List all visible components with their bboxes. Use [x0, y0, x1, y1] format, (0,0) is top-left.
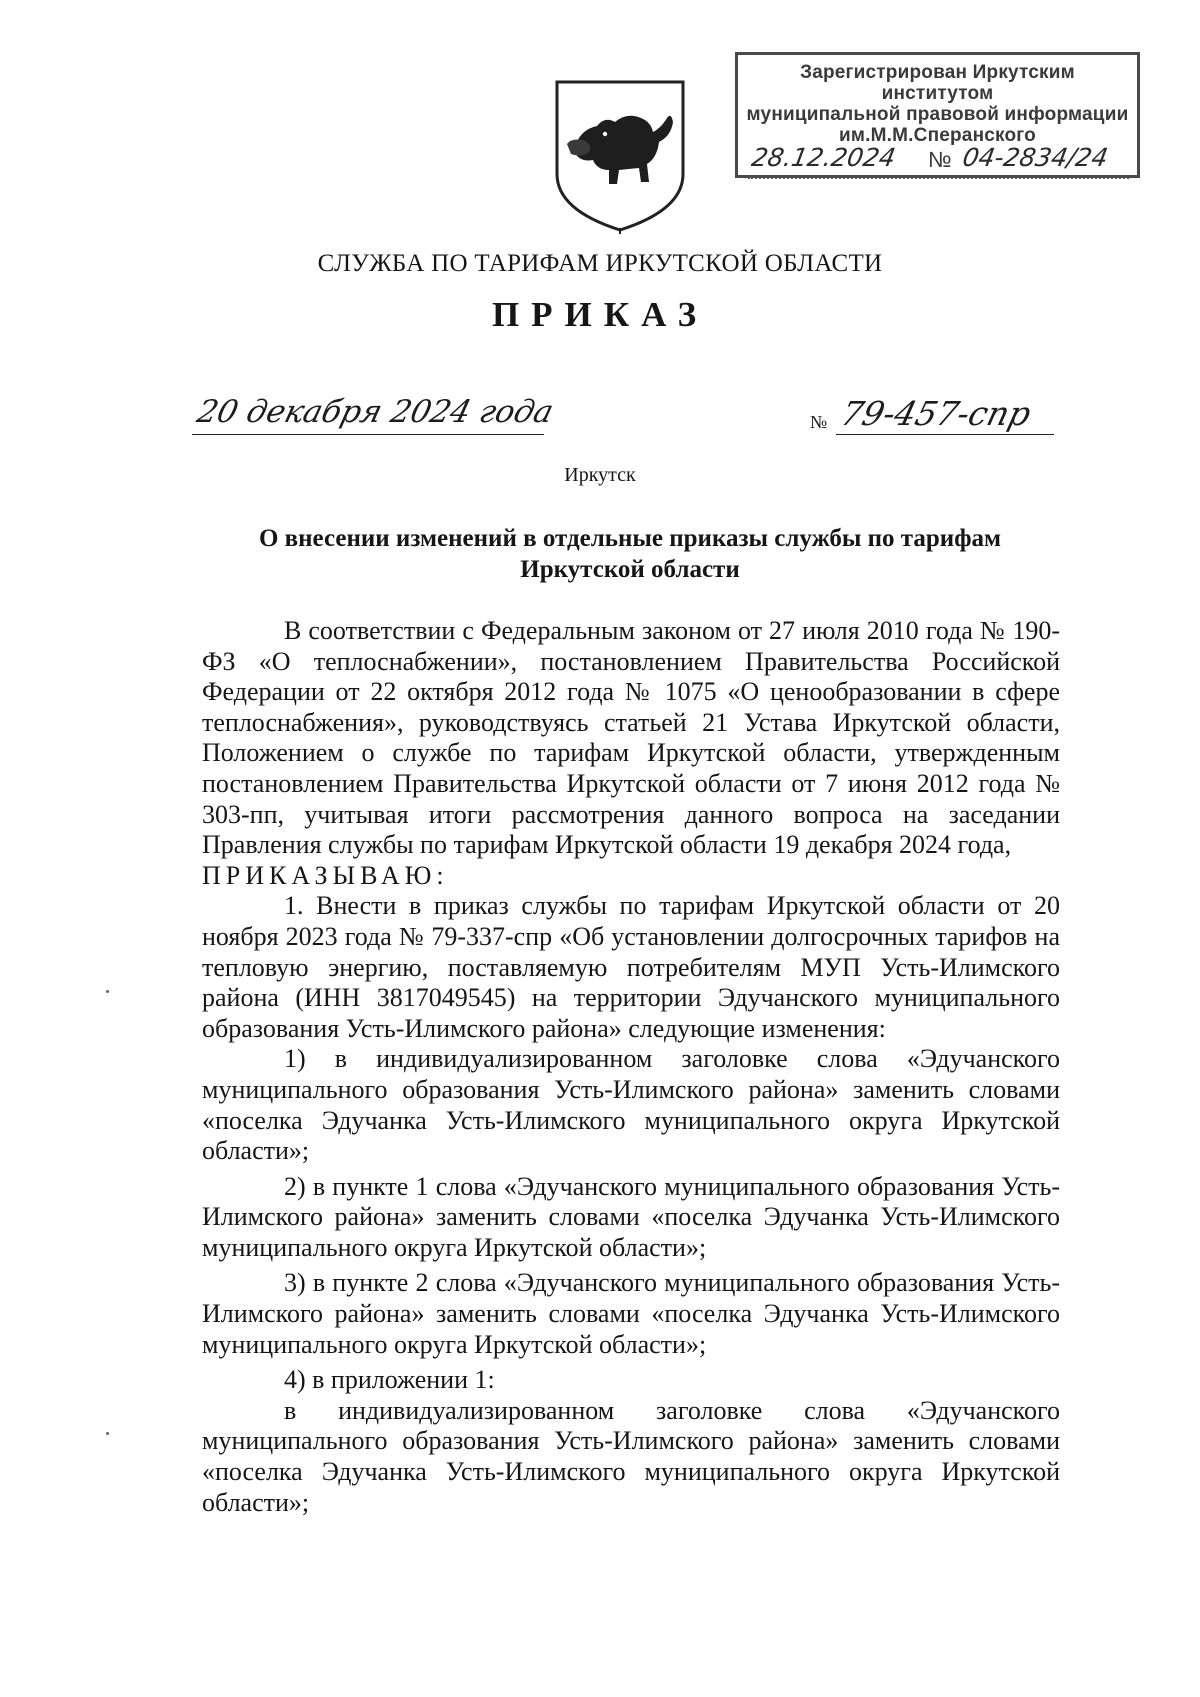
scan-speck: [106, 990, 109, 993]
item-paragraph: 4) в приложении 1:: [284, 1365, 495, 1395]
order-number-underline: [836, 434, 1054, 435]
item-paragraph: 1. Внести в приказ службы по тарифам Иркутской области от 20 ноября 2023 года № 79-337-спр «Об установлении долгосрочных тарифов на тепловую энергию, поставляемую потребителям МУП Усть-Илимского района (ИНН 3817049545) на территории Эдучанского муниципального образования Усть-Илимского района» следующие изменения:: [202, 891, 1060, 1043]
heading-line-1: О внесении изменений в отдельные приказы службы по тарифам: [258, 525, 1002, 552]
agency-name: СЛУЖБА ПО ТАРИФАМ ИРКУТСКОЙ ОБЛАСТИ: [317, 250, 883, 277]
city-name: Иркутск: [564, 464, 636, 486]
item-paragraph: 2) в пункте 1 слова «Эдучанского муниципального образования Усть-Илимского района» заменить словами «поселка Эдучанка Усть-Илимского муниципального округа Иркутской области»;: [202, 1171, 1060, 1262]
stamp-number-sign: №: [928, 147, 952, 172]
item-paragraph: в индивидуализированном заголовке слова «Эдучанского муниципального образования Усть-Илимского района» заменить словами «поселка Эдучанка Усть-Илимского муниципального округа Иркутской области»;: [202, 1395, 1060, 1517]
irkutsk-coat-of-arms-icon: [553, 78, 687, 234]
document-title: ПРИКАЗ: [491, 295, 709, 334]
stamp-registration-row: [748, 143, 1129, 179]
stamp-line-1: Зарегистрирован Иркутским институтом: [800, 62, 1075, 104]
stamp-line-3: им.М.М.Сперанского: [839, 125, 1036, 146]
stamp-reg-number: 04-2834/24: [960, 143, 1111, 172]
preamble-paragraph: В соответствии с Федеральным законом от 27 июля 2010 года № 190-ФЗ «О теплоснабжении», постановлением Правительства Российской Федерации от 22 октября 2012 года № 1075 «О ценообразовании в сфере теплоснабжения», руководствуясь статьей 21 Устава Иркутской области, Положением о службе по тарифам Иркутской области, утвержденным постановлением Правительства Иркутской области от 7 июня 2012 года № 303-пп, учитывая итоги рассмотрения данного вопроса на заседании Правления службы по тарифам Иркутской области 19 декабря 2024 года,: [202, 616, 1060, 860]
stamp-reg-date: 28.12.2024: [749, 143, 898, 172]
order-date-underline: [192, 434, 544, 435]
orders-word: ПРИКАЗЫВАЮ:: [202, 860, 449, 890]
document-heading: [210, 523, 1050, 585]
order-number-sign: №: [810, 412, 828, 432]
order-number: 79-457-спр: [837, 394, 1036, 433]
document-body: [202, 616, 1060, 1518]
registration-stamp: [735, 52, 1140, 178]
stamp-line-2: муниципальной правовой информации: [746, 104, 1129, 125]
scan-speck: [106, 1432, 109, 1435]
item-paragraph: 1) в индивидуализированном заголовке слова «Эдучанского муниципального образования Усть-Илимского района» заменить словами «поселка Эдучанка Усть-Илимского муниципального округа Иркутской области»;: [202, 1044, 1060, 1166]
item-paragraph: 3) в пункте 2 слова «Эдучанского муниципального образования Усть-Илимского района» заменить словами «поселка Эдучанка Усть-Илимского муниципального округа Иркутской области»;: [202, 1268, 1060, 1359]
heading-line-2: Иркутской области: [520, 556, 740, 583]
order-date: 20 декабря 2024 года: [193, 394, 558, 430]
